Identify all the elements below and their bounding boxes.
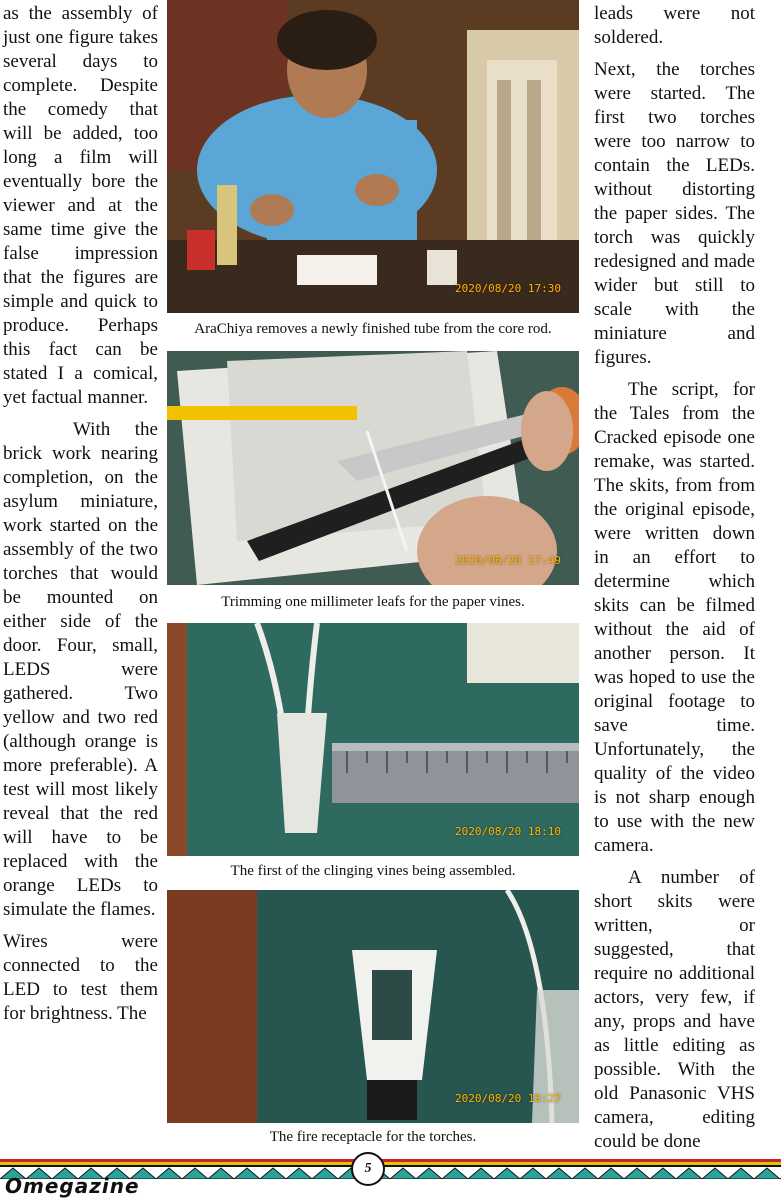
right-paragraph-2: Next, the torches were started. The first two torches were too narrow to contain the LEDs. without distorting the paper sides. The torch was quickly redesigned and made wider but still to scale with the miniature and figures. bbox=[594, 59, 755, 368]
right-paragraph-3: The script, for the Tales from the Cracked episode one remake, was started. The skits, from from the original episode, were written down in an effort to determine which skits can be filmed without the aid of another person. It was hoped to use the original footage to save time. Unfortunately, the quality of the video is not sharp enough to use with the new camera. bbox=[594, 379, 755, 856]
photo-4-illustration bbox=[167, 890, 579, 1123]
photo-1-timestamp: 2020/08/20 17:30 bbox=[455, 282, 561, 295]
photo-3-caption: The first of the clinging vines being assembled. bbox=[230, 863, 516, 879]
right-paragraph-4: A number of short skits were written, or suggested, that require no additional actors, very few, if any, props and have as little editing as possible. With the old Panasonic VHS camera, editing could be done bbox=[594, 867, 755, 1152]
photo-man-at-workbench bbox=[167, 0, 579, 313]
left-paragraph-1: as the assembly of just one figure takes several days to complete. Despite the comedy that will be added, too long a film will eventually bore the viewer and at the same time give the false impression that the figures are simple and quick to produce. Perhaps this fact can be stated I a comical, yet factual manner. bbox=[3, 3, 158, 408]
left-paragraph-2: With the brick work nearing completion, on the asylum miniature, work started on the assembly of the two torches that would be mounted on either side of the door. Four, small, LEDS were gathered. Two yellow and two red (although orange is more preferable). A test will most likely reveal that the red will have to be replaced with the orange LEDs to simulate the flames. bbox=[3, 419, 158, 920]
photo-3-timestamp: 2020/08/20 18:10 bbox=[455, 825, 561, 838]
photo-1-illustration bbox=[167, 0, 579, 313]
page-footer bbox=[0, 1150, 781, 1203]
photo-trimming-leafs bbox=[167, 351, 579, 585]
photo-1-caption: AraChiya removes a newly finished tube from the core rod. bbox=[194, 321, 552, 337]
right-paragraph-1: leads were not soldered. bbox=[594, 3, 755, 48]
photo-fire-receptacle bbox=[167, 890, 579, 1123]
photo-2-caption: Trimming one millimeter leafs for the paper vines. bbox=[221, 594, 525, 610]
left-paragraph-3: Wires were connected to the LED to test them for brightness. The bbox=[3, 931, 158, 1024]
page-number: 5 bbox=[351, 1152, 385, 1186]
photo-2-illustration bbox=[167, 351, 579, 585]
photo-3-illustration bbox=[167, 623, 579, 856]
left-text-column bbox=[3, 2, 158, 1034]
photo-2-timestamp: 2020/08/20 17:49 bbox=[455, 554, 561, 567]
right-text-column bbox=[594, 2, 755, 1162]
magazine-logo: Omegazine bbox=[5, 1174, 140, 1198]
photo-clinging-vines bbox=[167, 623, 579, 856]
photo-4-timestamp: 2020/08/20 18:27 bbox=[455, 1092, 561, 1105]
photo-4-caption: The fire receptacle for the torches. bbox=[269, 1129, 477, 1145]
